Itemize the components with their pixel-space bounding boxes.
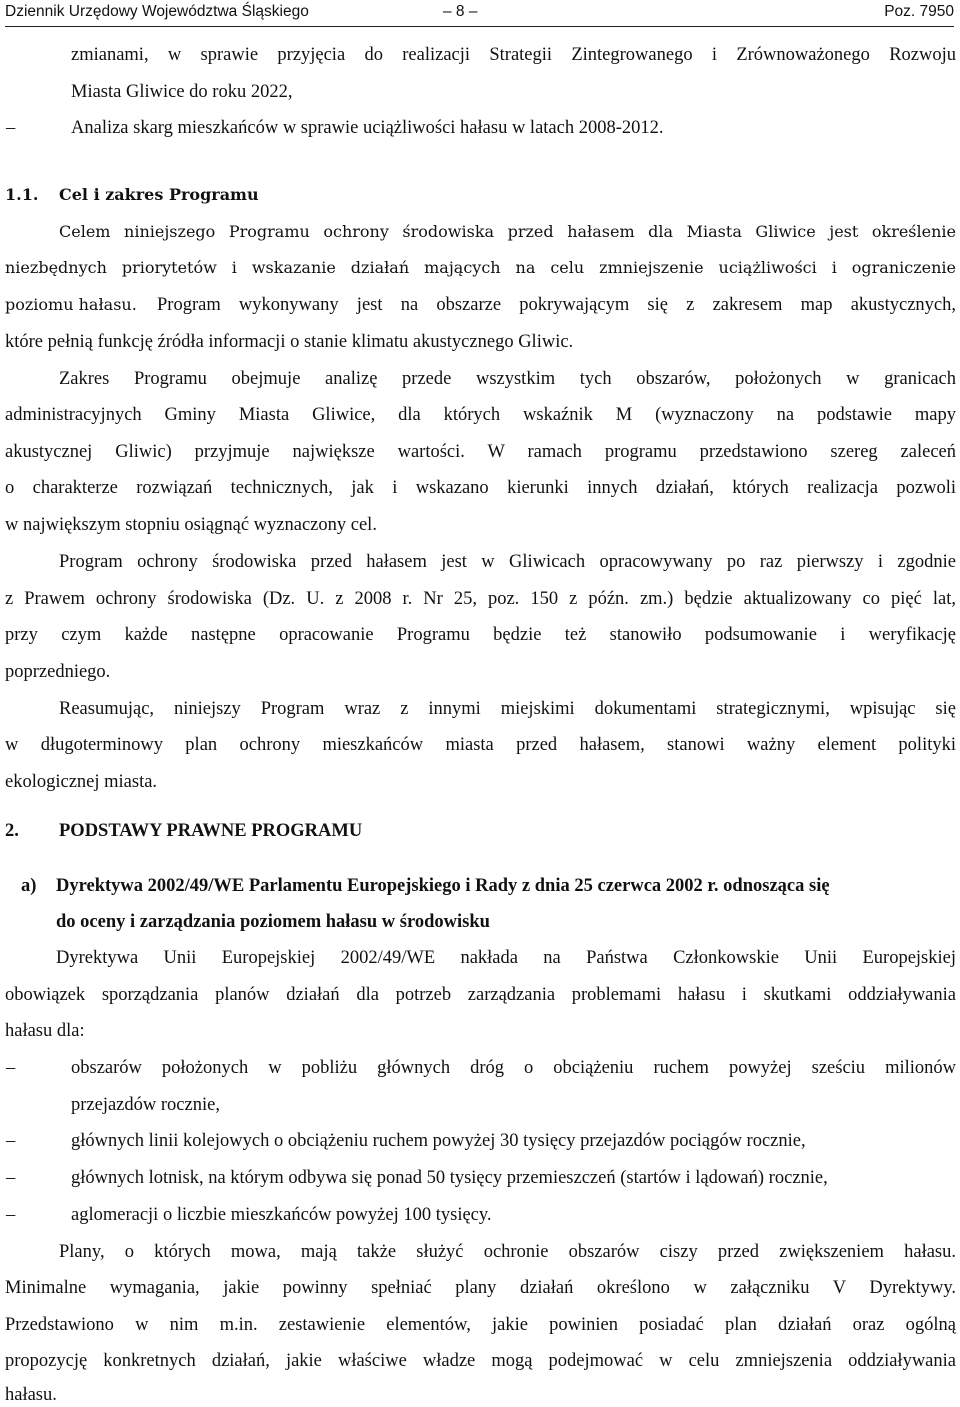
bullet-dash: – <box>6 1205 16 1225</box>
position-number: Poz. 7950 <box>884 3 954 20</box>
paragraph-line: w największym stopniu osiągnąć wyznaczony cel. <box>5 515 377 535</box>
paragraph-line: Celem niniejszego Programu ochrony środowiska przed hałasem dla Miasta Gliwice jest określenie <box>59 222 956 241</box>
paragraph-line: przy czym każde następne opracowanie Programu będzie też stanowiło podsumowanie i weryfikację <box>5 625 956 645</box>
paragraph-line: poziomu hałasu. <box>5 295 137 314</box>
paragraph-line: poprzedniego. <box>5 662 111 682</box>
paragraph-line: Reasumując, niniejszy Program wraz z innymi miejskimi dokumentami strategicznymi, wpisując się <box>59 699 956 719</box>
item-title: Dyrektywa 2002/49/WE Parlamentu Europejskiego i Rady z dnia 25 czerwca 2002 r. odnosząca się <box>56 876 830 896</box>
bullet-dash: – <box>6 118 16 138</box>
item-label: a) <box>21 876 37 896</box>
intro-bullet: Analiza skarg mieszkańców w sprawie uciążliwości hałasu w latach 2008-2012. <box>71 118 664 138</box>
paragraph-line: w długoterminowy plan ochrony mieszkańców miasta przed hałasem, stanowi ważny element polityki <box>5 735 956 755</box>
paragraph-line: administracyjnych Gminy Miasta Gliwice, dla których wskaźnik M (wyznaczony na podstawie mapy <box>5 405 956 425</box>
section-number: 1.1. <box>5 185 39 204</box>
paragraph-line: obowiązek sporządzania planów działań dla potrzeb zarządzania problemami hałasu i skutkami oddziaływania <box>5 985 956 1005</box>
bullet-item: aglomeracji o liczbie mieszkańców powyżej 100 tysięcy. <box>71 1205 492 1225</box>
paragraph-line: z Prawem ochrony środowiska (Dz. U. z 2008 r. Nr 25, poz. 150 z późn. zm.) będzie aktualizowany co pięć lat, <box>5 589 956 609</box>
item-title: do oceny i zarządzania poziomem hałasu w środowisku <box>56 912 490 932</box>
section-title: PODSTAWY PRAWNE PROGRAMU <box>59 821 363 841</box>
paragraph-line: które pełnią funkcję źródła informacji o stanie klimatu akustycznego Gliwic. <box>5 332 574 352</box>
section-title: Cel i zakres Programu <box>59 185 259 204</box>
bullet-item: głównych lotnisk, na którym odbywa się ponad 50 tysięcy przemieszczeń (startów i lądowań) rocznie, <box>71 1168 828 1188</box>
paragraph-line: akustycznej Gliwic) przyjmuje największe wartości. W ramach programu przedstawiono szereg zaleceń <box>5 442 956 462</box>
page-header <box>5 0 954 27</box>
paragraph-line: o charakterze rozwiązań technicznych, jak i wskazano kierunki innych działań, których realizacja pozwoli <box>5 478 956 498</box>
bullet-dash: – <box>6 1168 16 1188</box>
paragraph-line: Przedstawiono w nim m.in. zestawienie elementów, jakie powinien posiadać plan działań oraz ogólną <box>5 1315 956 1335</box>
paragraph-line: ekologicznej miasta. <box>5 772 158 792</box>
paragraph-line: propozycję konkretnych działań, jakie właściwe władze mogą podejmować w celu zmniejszenia oddziaływania <box>5 1351 956 1371</box>
paragraph-line: Dyrektywa Unii Europejskiej 2002/49/WE nakłada na Państwa Członkowskie Unii Europejskiej <box>56 948 956 968</box>
bullet-dash: – <box>6 1058 16 1078</box>
paragraph-line: hałasu dla: <box>5 1021 85 1041</box>
intro-line: zmianami, w sprawie przyjęcia do realizacji Strategii Zintegrowanego i Zrównoważonego Rozwoju <box>71 45 956 65</box>
paragraph-line: niezbędnych priorytetów i wskazanie działań mających na celu zmniejszenie uciążliwości i ograniczenie <box>5 258 956 277</box>
bullet-item: głównych linii kolejowych o obciążeniu ruchem powyżej 30 tysięcy przejazdów pociągów rocznie, <box>71 1131 806 1151</box>
journal-title: Dziennik Urzędowy Województwa Śląskiego <box>5 3 309 20</box>
bullet-item: obszarów położonych w pobliżu głównych dróg o obciążeniu ruchem powyżej sześciu milionów <box>71 1058 956 1078</box>
paragraph-line: hałasu. <box>5 1385 57 1405</box>
paragraph-line: Minimalne wymagania, jakie powinny spełniać plany działań określono w załączniku V Dyrektywy. <box>5 1278 956 1298</box>
bullet-item: przejazdów rocznie, <box>71 1095 220 1115</box>
paragraph-line: Zakres Programu obejmuje analizę przede wszystkim tych obszarów, położonych w granicach <box>59 369 956 389</box>
intro-line: Miasta Gliwice do roku 2022, <box>71 82 293 102</box>
page-number: – 8 – <box>443 3 478 20</box>
paragraph-line: Program wykonywany jest na obszarze pokrywającym się z zakresem map akustycznych, <box>157 295 956 315</box>
section-number: 2. <box>5 821 19 841</box>
bullet-dash: – <box>6 1131 16 1151</box>
paragraph-line: Program ochrony środowiska przed hałasem jest w Gliwicach opracowywany po raz pierwszy i zgodnie <box>59 552 956 572</box>
paragraph-line: Plany, o których mowa, mają także służyć ochronie obszarów ciszy przed zwiększeniem hałasu. <box>59 1242 956 1262</box>
